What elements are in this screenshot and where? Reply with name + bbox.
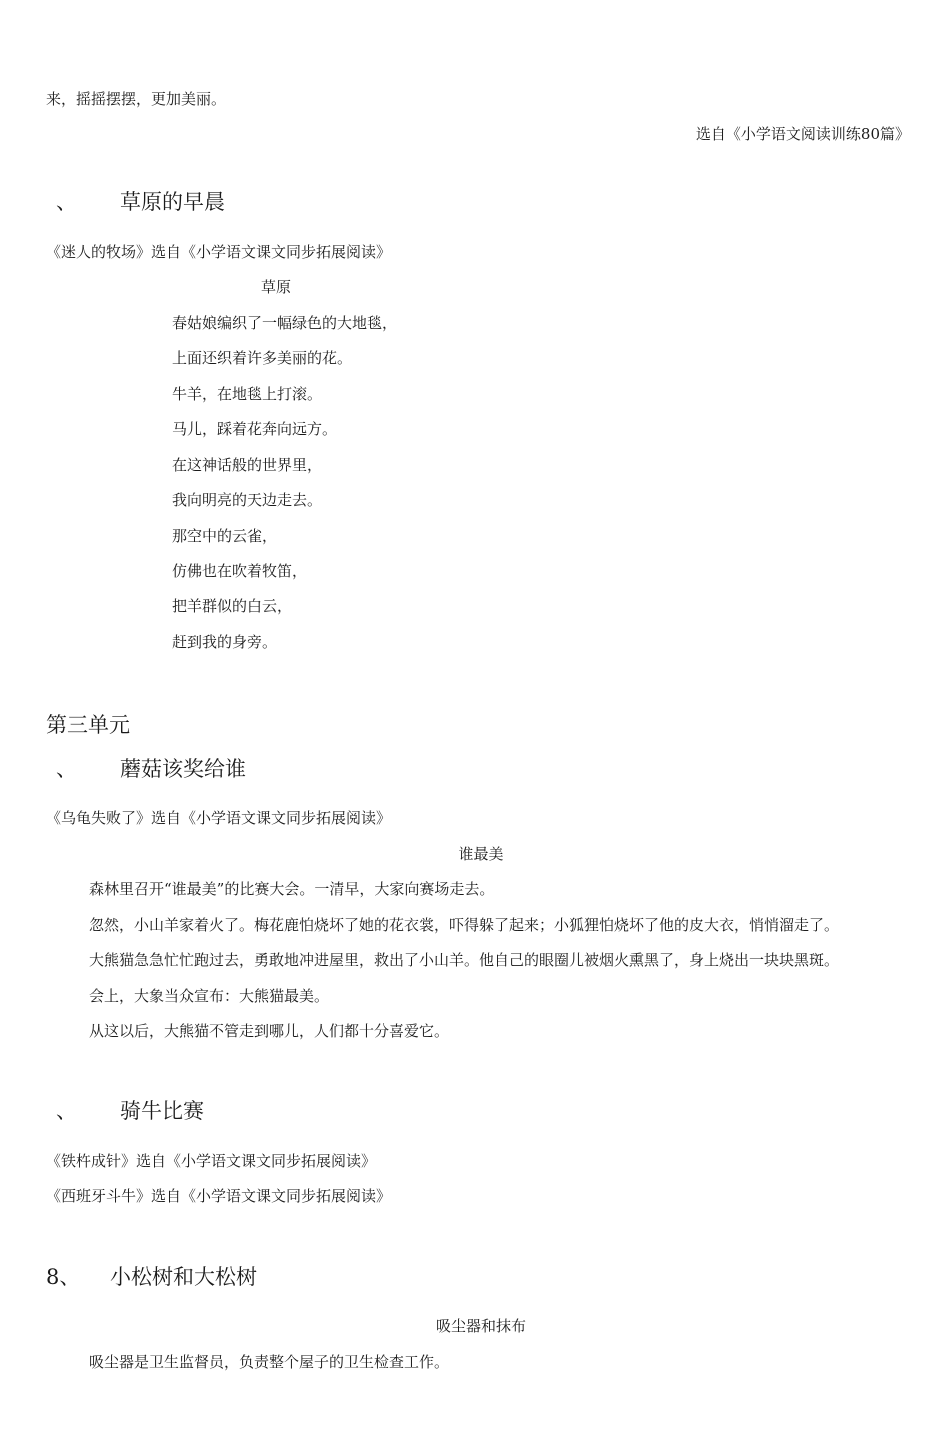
section-title: 草原的早晨 — [120, 190, 225, 214]
poem-line: 赶到我的身旁。 — [172, 633, 278, 651]
story-paragraph: 忽然，小山羊家着火了。梅花鹿怕烧坏了她的花衣裳，吓得躲了起来；小狐狸怕烧坏了他的皮大衣，悄悄溜走了。 — [89, 916, 840, 934]
poem-line: 马儿，踩着花奔向远方。 — [172, 420, 338, 438]
story-paragraph: 森林里召开“谁最美”的比赛大会。一清早，大家向赛场走去。 — [89, 880, 495, 898]
section-heading — [56, 1097, 204, 1125]
story-title: 谁最美 — [458, 845, 504, 863]
source-note: 选自《小学语文阅读训练80篇》 — [695, 125, 910, 143]
section-number: 、 — [56, 757, 77, 781]
poem-line: 那空中的云雀， — [172, 527, 278, 545]
reference-line: 《乌龟失败了》选自《小学语文课文同步拓展阅读》 — [46, 809, 392, 827]
story-paragraph: 大熊猫急急忙忙跑过去，勇敢地冲进屋里，救出了小山羊。他自己的眼圈儿被烟火熏黑了，身上烧出一块块黑斑。 — [89, 951, 840, 969]
section-heading — [56, 188, 225, 216]
section-number: 8、 — [46, 1265, 81, 1289]
text-line: 来，摇摇摆摆，更加美丽。 — [46, 90, 227, 108]
story-paragraph: 从这以后，大熊猫不管走到哪儿，人们都十分喜爱它。 — [89, 1022, 450, 1040]
section-number: 、 — [56, 1099, 77, 1123]
story-title: 吸尘器和抹布 — [435, 1317, 527, 1335]
poem-line: 把羊群似的白云， — [172, 597, 293, 615]
section-title: 蘑菇该奖给谁 — [120, 757, 246, 781]
unit-title: 第三单元 — [46, 713, 130, 737]
reference-line: 《迷人的牧场》选自《小学语文课文同步拓展阅读》 — [46, 243, 392, 261]
poem-line: 牛羊，在地毯上打滚。 — [172, 385, 323, 403]
poem-line: 我向明亮的天边走去。 — [172, 491, 323, 509]
story-paragraph: 会上，大象当众宣布：大熊猫最美。 — [89, 987, 330, 1005]
section-title: 骑牛比赛 — [120, 1099, 204, 1123]
section-heading — [46, 1263, 257, 1291]
poem-line: 仿佛也在吹着牧笛， — [172, 562, 308, 580]
section-title: 小松树和大松树 — [110, 1265, 257, 1289]
story-paragraph: 吸尘器是卫生监督员，负责整个屋子的卫生检查工作。 — [89, 1353, 450, 1371]
reference-line: 《西班牙斗牛》选自《小学语文课文同步拓展阅读》 — [46, 1187, 392, 1205]
poem-title: 草原 — [260, 278, 292, 296]
section-number: 、 — [56, 190, 77, 214]
reference-line: 《铁杵成针》选自《小学语文课文同步拓展阅读》 — [46, 1152, 377, 1170]
poem-line: 在这神话般的世界里， — [172, 456, 323, 474]
poem-line: 春姑娘编织了一幅绿色的大地毯， — [172, 314, 398, 332]
section-heading — [56, 755, 246, 783]
poem-line: 上面还织着许多美丽的花。 — [172, 349, 353, 367]
